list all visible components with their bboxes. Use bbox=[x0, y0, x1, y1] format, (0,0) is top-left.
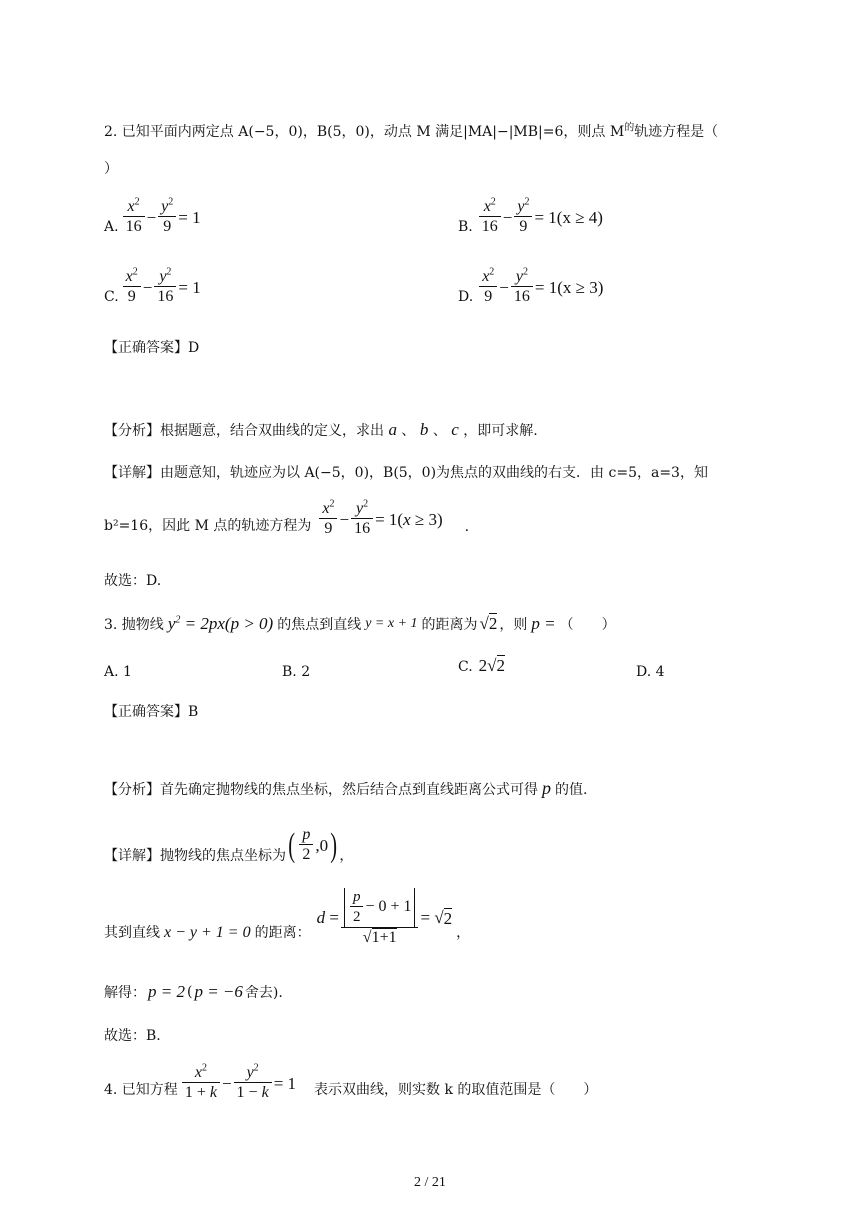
q2-stem-line2: ） bbox=[104, 161, 118, 177]
q2-choose: 故选：D. bbox=[104, 573, 162, 589]
q2-answer: 【正确答案】D bbox=[104, 340, 200, 356]
q3-analysis: 【分析】首先确定抛物线的焦点坐标，然后结合点到直线距离公式可得 p 的值. bbox=[104, 778, 588, 798]
q3-solve: 解得： p = 2 ( p = −6 舍去). bbox=[104, 982, 283, 1001]
q3-distance: 其到直线 x − y + 1 = 0 的距离： d = $\frac{p}{2}$ − 0 + 1 √1+1 = √ 2 ， bbox=[104, 889, 471, 946]
page-number: 2 / 21 bbox=[414, 1175, 446, 1190]
q3-option-d: D. 4 bbox=[636, 664, 665, 680]
q3-detail: 【详解】抛物线的焦点坐标为 ( $\frac{p}{2}$ ,0 ) ， bbox=[104, 826, 354, 864]
q2-detail-line1: 【详解】由题意知，轨迹应为以 A(−5，0)，B(5，0)为焦点的双曲线的右支．由 c=5，a=3，知 bbox=[104, 465, 708, 481]
q3-stem: 3. 抛物线 $y^2 = 2px(p > 0)$ 的焦点到直线 y = x + 1 的距离为 √2 ，则 p = （ ） bbox=[104, 614, 616, 633]
q2-option-a: A. $\frac{x^2}{16}$ − $\frac{y^2}{9}$ = 1 bbox=[104, 196, 201, 235]
q3-answer: 【正确答案】B bbox=[104, 704, 199, 720]
q2-option-d: D. $\frac{x^2}{9}$ − $\frac{y^2}{16}$ = 1(x ≥ 3) bbox=[458, 266, 604, 305]
q3-choose: 故选：B. bbox=[104, 1028, 161, 1044]
q4-stem: 4. 已知方程 $\frac{x^2}{1 + k}$ − $\frac{y^2}{1 - k}$ = 1 表示双曲线，则实数 k 的取值范围是（ ） bbox=[104, 1062, 598, 1101]
q3-option-b: B. 2 bbox=[282, 664, 311, 680]
q3-option-c: C. 2√2 bbox=[458, 656, 506, 675]
q2-detail-line2: b²=16，因此 M 点的轨迹方程为 $\frac{x^2}{9}$ − $\frac{y^2}{16}$ = 1(x ≥ 3) . bbox=[104, 498, 470, 537]
q3-option-a: A. 1 bbox=[104, 664, 132, 680]
q2-option-c: C. $\frac{x^2}{9}$ − $\frac{y^2}{16}$ = 1 bbox=[104, 266, 201, 305]
q2-stem-line1: 2. 已知平面内两定点 A(−5，0)，B(5，0)，动点 M 满足|MA|−|MB|=6，则点 $M^的$轨迹方程是（ bbox=[104, 122, 719, 140]
q2-option-b: B. $\frac{x^2}{16}$ − $\frac{y^2}{9}$ = 1(x ≥ 4) bbox=[458, 196, 603, 235]
q2-analysis: 【分析】根据题意，结合双曲线的定义，求出 a 、 b 、 c ，即可求解. bbox=[104, 420, 538, 439]
